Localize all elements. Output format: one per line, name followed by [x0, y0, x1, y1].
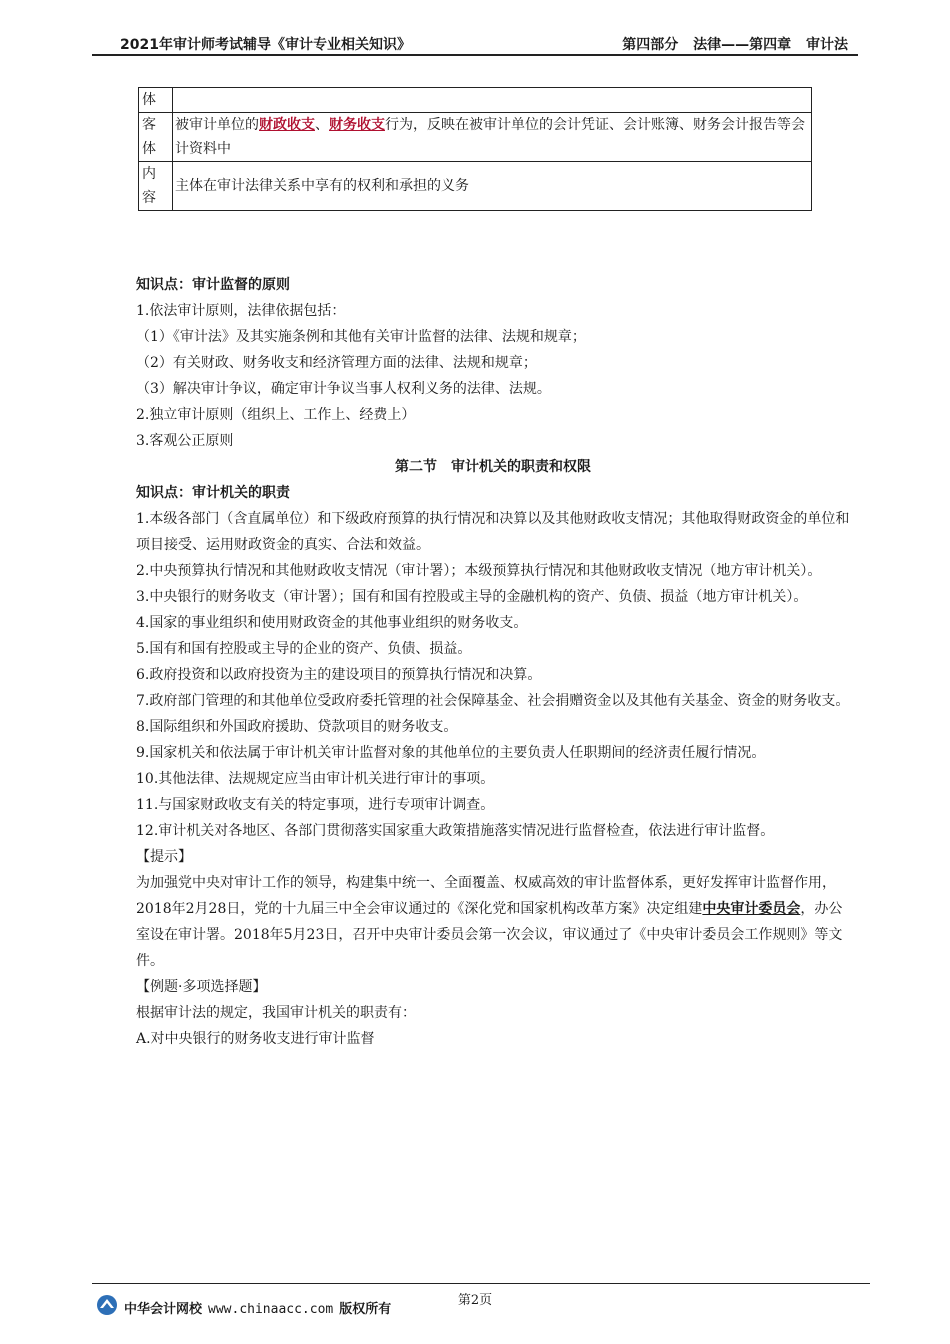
principles-title: 知识点：审计监督的原则 [136, 277, 290, 293]
table-row [139, 162, 812, 211]
highlight-financial: 财务收支 [329, 117, 385, 133]
brand-url: www.chinaacc.com [208, 1302, 334, 1317]
object-text-post: 行为，反映在被审计单位的会计凭证、会计账簿、财务会计报告等会计资料中 [175, 117, 805, 157]
main-content [136, 272, 850, 1052]
duty-item: 8.国际组织和外国政府援助、贷款项目的财务收支。 [136, 719, 458, 735]
header-title: 2021年审计师考试辅导《审计专业相关知识》 [120, 37, 411, 53]
principle-item: （2）有关财政、财务收支和经济管理方面的法律、法规和规章； [136, 355, 537, 371]
page-header [92, 30, 858, 56]
header-part: 第四部分 [622, 37, 679, 53]
header-chapter: 法律——第四章 [693, 37, 792, 53]
tip-highlight: 中央审计委员会 [702, 901, 801, 917]
table-row [139, 88, 812, 113]
footer-divider [92, 1283, 870, 1284]
row-value [173, 113, 812, 162]
principle-item: 2.独立审计原则（组织上、工作上、经费上） [136, 407, 416, 423]
duty-item: 3.中央银行的财务收支（审计署）；国有和国有控股或主导的金融机构的资产、负债、损益（地方审计机关）。 [136, 589, 808, 605]
duty-item: 12.审计机关对各地区、各部门贯彻落实国家重大政策措施落实情况进行监督检查，依法进行审计监督。 [136, 823, 775, 839]
tip-label: 【提示】 [136, 849, 192, 865]
footer-brand [124, 1298, 391, 1317]
tip-text-pre: 为加强党中央对审计工作的领导，构建集中统一、全面覆盖、权威高效的审计监督体系，更好发挥审计监督作用，2018年2月28日，党的十九届三中全会审议通过的《深化党和国家机构改革方案》决定组建 [136, 875, 836, 917]
row-key-char: 内 [142, 166, 156, 182]
principle-item: （3）解决审计争议，确定审计争议当事人权利义务的法律、法规。 [136, 381, 551, 397]
tip-text-post: ，办公室设在审计署。2018年5月23日，召开中央审计委员会第一次会议，审议通过了《中央审计委员会工作规则》等文件。 [136, 901, 843, 969]
chinaacc-logo-icon [96, 1294, 118, 1316]
row-key: 体 [139, 88, 173, 113]
example-label: 【例题·多项选择题】 [136, 979, 267, 995]
duty-item: 6.政府投资和以政府投资为主的建设项目的预算执行情况和决算。 [136, 667, 542, 683]
row-key-char: 容 [142, 190, 156, 206]
duties-title: 知识点：审计机关的职责 [136, 485, 290, 501]
tip-text [136, 870, 850, 974]
row-key-char: 体 [142, 141, 156, 157]
duty-item: 4.国家的事业组织和使用财政资金的其他事业组织的财务收支。 [136, 615, 528, 631]
table-row [139, 113, 812, 162]
duty-item: 11.与国家财政收支有关的特定事项，进行专项审计调查。 [136, 797, 495, 813]
object-text-pre: 被审计单位的 [175, 117, 259, 133]
duty-item: 10.其他法律、法规规定应当由审计机关进行审计的事项。 [136, 771, 495, 787]
principle-item: （1）《审计法》及其实施条例和其他有关审计监督的法律、法规和规章； [136, 329, 586, 345]
principle-item: 3.客观公正原则 [136, 433, 234, 449]
brand-name: 中华会计网校 [124, 1302, 203, 1317]
row-key [139, 162, 173, 211]
row-value [173, 88, 812, 113]
row-key [139, 113, 173, 162]
row-key-char: 客 [142, 117, 156, 133]
duty-item: 2.中央预算执行情况和其他财政收支情况（审计署）；本级预算执行情况和其他财政收支情况（地方审计机关）。 [136, 563, 822, 579]
page-number: 第2页 [457, 1293, 493, 1308]
row-value: 主体在审计法律关系中享有的权利和承担的义务 [173, 162, 812, 211]
section-title: 第二节 审计机关的职责和权限 [395, 459, 591, 475]
duty-item: 1.本级各部门（含直属单位）和下级政府预算的执行情况和决算以及其他财政收支情况；其他取得财政资金的单位和项目接受、运用财政资金的真实、合法和效益。 [136, 511, 850, 553]
duty-item: 5.国有和国有控股或主导的企业的资产、负债、损益。 [136, 641, 472, 657]
brand-rights: 版权所有 [339, 1302, 392, 1317]
duty-item: 9.国家机关和依法属于审计机关审计监督对象的其他单位的主要负责人任职期间的经济责任履行情况。 [136, 745, 766, 761]
principle-item: 1.依法审计原则，法律依据包括： [136, 303, 346, 319]
header-topic: 审计法 [806, 37, 848, 53]
separator: 、 [315, 117, 329, 133]
duty-item: 7.政府部门管理的和其他单位受政府委托管理的社会保障基金、社会捐赠资金以及其他有关基金、资金的财务收支。 [136, 693, 850, 709]
header-chapter-info [612, 34, 848, 54]
legal-relation-table [138, 87, 812, 211]
example-question: 根据审计法的规定，我国审计机关的职责有： [136, 1005, 416, 1021]
example-option-a: A.对中央银行的财务收支进行审计监督 [136, 1031, 375, 1047]
highlight-fiscal: 财政收支 [259, 117, 315, 133]
